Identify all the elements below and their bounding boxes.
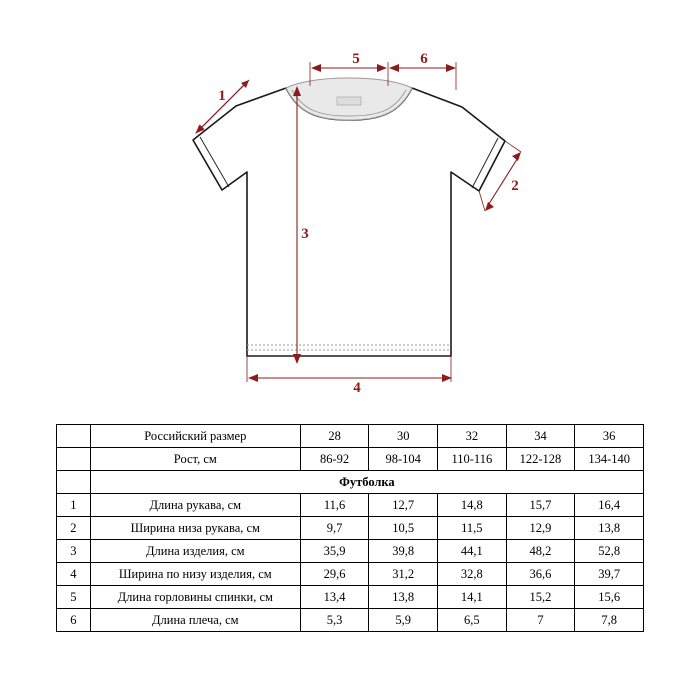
row-value: 9,7 xyxy=(300,517,369,540)
tshirt-outline xyxy=(193,78,505,356)
row-label: Длина плеча, см xyxy=(90,609,300,632)
row-label: Длина рукава, см xyxy=(90,494,300,517)
header-size-idx-cell xyxy=(57,425,91,448)
row-value: 15,2 xyxy=(506,586,575,609)
row-value: 12,9 xyxy=(506,517,575,540)
row-value: 16,4 xyxy=(575,494,644,517)
row-label: Ширина по низу изделия, см xyxy=(90,563,300,586)
table-row xyxy=(57,517,644,540)
section-title-cell: Футболка xyxy=(90,471,643,494)
callout-2: 2 xyxy=(511,178,519,194)
header-height-value: 122-128 xyxy=(506,448,575,471)
row-value: 31,2 xyxy=(369,563,438,586)
row-value: 35,9 xyxy=(300,540,369,563)
row-value: 52,8 xyxy=(575,540,644,563)
row-value: 44,1 xyxy=(438,540,507,563)
row-index: 3 xyxy=(57,540,91,563)
header-height-value: 86-92 xyxy=(300,448,369,471)
callout-4: 4 xyxy=(353,380,361,396)
callout-3: 3 xyxy=(301,226,309,242)
row-value: 7,8 xyxy=(575,609,644,632)
row-index: 6 xyxy=(57,609,91,632)
row-value: 13,8 xyxy=(575,517,644,540)
table-row xyxy=(57,494,644,517)
row-value: 15,6 xyxy=(575,586,644,609)
row-value: 11,5 xyxy=(438,517,507,540)
table-row-section-title xyxy=(57,471,644,494)
header-size-label: Российский размер xyxy=(90,425,300,448)
table-row xyxy=(57,586,644,609)
row-value: 7 xyxy=(506,609,575,632)
row-label: Длина изделия, см xyxy=(90,540,300,563)
row-value: 13,4 xyxy=(300,586,369,609)
header-height-label: Рост, см xyxy=(90,448,300,471)
row-value: 15,7 xyxy=(506,494,575,517)
row-value: 5,3 xyxy=(300,609,369,632)
row-label: Длина горловины спинки, см xyxy=(90,586,300,609)
header-height-value: 110-116 xyxy=(438,448,507,471)
callout-6: 6 xyxy=(420,51,428,67)
callout-5: 5 xyxy=(352,51,360,67)
header-height-value: 98-104 xyxy=(369,448,438,471)
row-value: 12,7 xyxy=(369,494,438,517)
row-value: 5,9 xyxy=(369,609,438,632)
size-table xyxy=(56,424,644,632)
table-row xyxy=(57,563,644,586)
table-row xyxy=(57,609,644,632)
header-height-idx-cell xyxy=(57,448,91,471)
row-value: 11,6 xyxy=(300,494,369,517)
header-size-value: 30 xyxy=(369,425,438,448)
callout-1: 1 xyxy=(218,88,226,104)
header-height-value: 134-140 xyxy=(575,448,644,471)
row-index: 4 xyxy=(57,563,91,586)
row-value: 13,8 xyxy=(369,586,438,609)
header-size-value: 36 xyxy=(575,425,644,448)
row-value: 36,6 xyxy=(506,563,575,586)
row-index: 1 xyxy=(57,494,91,517)
row-value: 10,5 xyxy=(369,517,438,540)
row-index: 2 xyxy=(57,517,91,540)
row-value: 29,6 xyxy=(300,563,369,586)
row-label: Ширина низа рукава, см xyxy=(90,517,300,540)
table-row-header-size xyxy=(57,425,644,448)
header-size-value: 34 xyxy=(506,425,575,448)
row-value: 39,8 xyxy=(369,540,438,563)
header-size-value: 28 xyxy=(300,425,369,448)
row-index: 5 xyxy=(57,586,91,609)
table-row-header-height xyxy=(57,448,644,471)
row-value: 39,7 xyxy=(575,563,644,586)
table-row xyxy=(57,540,644,563)
section-title-idx-cell xyxy=(57,471,91,494)
row-value: 48,2 xyxy=(506,540,575,563)
row-value: 14,8 xyxy=(438,494,507,517)
row-value: 32,8 xyxy=(438,563,507,586)
row-value: 14,1 xyxy=(438,586,507,609)
header-size-value: 32 xyxy=(438,425,507,448)
row-value: 6,5 xyxy=(438,609,507,632)
size-table-wrapper xyxy=(56,424,644,632)
